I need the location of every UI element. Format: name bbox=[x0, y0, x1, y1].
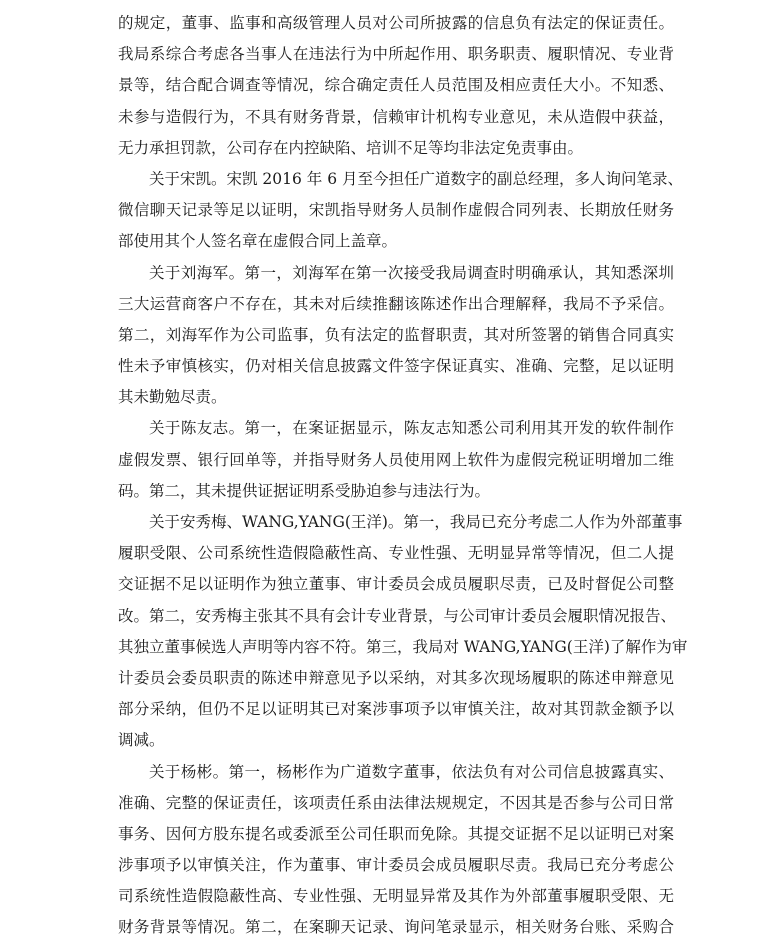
text-line: 码。第二，其未提供证据证明系受胁迫参与违法行为。 bbox=[118, 481, 491, 500]
text-line: 关于刘海军。第一，刘海军在第一次接受我局调查时明确承认，其知悉深圳 bbox=[149, 263, 674, 282]
text-line: 第二，刘海军作为公司监事，负有法定的监督职责，其对所签署的销售合同真实 bbox=[118, 325, 674, 344]
paragraph-p2 bbox=[118, 164, 684, 258]
text-line: 履职受限、公司系统性造假隐蔽性高、专业性强、无明显异常等情况，但二人提 bbox=[118, 544, 674, 563]
text-line: 准确、完整的保证责任，该项责任系由法律法规规定，不因其是否参与公司日常 bbox=[118, 793, 674, 812]
text-line: 部使用其个人签名章在虚假合同上盖章。 bbox=[118, 232, 398, 251]
document-page bbox=[118, 8, 688, 944]
text-line: 性未予审慎核实，仍对相关信息披露文件签字保证真实、准确、完整，足以证明 bbox=[118, 357, 674, 376]
text-line: 其独立董事候选人声明等内容不符。第三，我局对 WANG,YANG(王洋)了解作为审 bbox=[118, 637, 688, 656]
text-line: 的规定，董事、监事和高级管理人员对公司所披露的信息负有法定的保证责任。 bbox=[118, 14, 674, 32]
text-line: 三大运营商客户不存在，其未对后续推翻该陈述作出合理解释，我局不予采信。 bbox=[118, 294, 674, 313]
text-line: 微信聊天记录等足以证明，宋凯指导财务人员制作虚假合同列表、长期放任财务 bbox=[118, 201, 674, 220]
text-line: 关于宋凯。宋凯 2016 年 6 月至今担任广道数字的副总经理，多人询问笔录、 bbox=[149, 169, 684, 188]
text-line: 虚假发票、银行回单等，并指导财务人员使用网上软件为虚假完税证明增加二维 bbox=[118, 450, 674, 469]
text-line: 无力承担罚款，公司存在内控缺陷、培训不足等均非法定免责事由。 bbox=[118, 138, 584, 157]
paragraph-p1 bbox=[118, 8, 674, 164]
text-line: 部分采纳，但仍不足以证明其已对案涉事项予以审慎关注，故对其罚款金额予以 bbox=[118, 700, 674, 719]
text-line: 财务背景等情况。第二，在案聊天记录、询问笔录显示，相关财务台账、采购合 bbox=[118, 918, 674, 937]
text-line: 景等，结合配合调查等情况，综合确定责任人员范围及相应责任大小。不知悉、 bbox=[118, 76, 674, 95]
text-line: 改。第二，安秀梅主张其不具有会计专业背景，与公司审计委员会履职情况报告、 bbox=[118, 606, 677, 625]
text-line: 未参与造假行为，不具有财务背景，信赖审计机构专业意见，未从造假中获益， bbox=[118, 107, 674, 126]
text-line: 关于杨彬。第一，杨彬作为广道数字董事，依法负有对公司信息披露真实、 bbox=[149, 762, 674, 781]
paragraph-p3 bbox=[118, 258, 674, 414]
paragraph-p4 bbox=[118, 413, 674, 507]
text-line: 调减。 bbox=[118, 731, 165, 750]
text-line: 交证据不足以证明作为独立董事、审计委员会成员履职尽责，已及时督促公司整 bbox=[118, 575, 674, 594]
text-line: 计委员会委员职责的陈述申辩意见予以采纳，对其多次现场履职的陈述申辩意见 bbox=[118, 668, 674, 687]
text-line: 关于安秀梅、WANG,YANG(王洋)。第一，我局已充分考虑二人作为外部董事 bbox=[149, 513, 683, 531]
text-line: 我局系综合考虑各当事人在违法行为中所起作用、职务职责、履职情况、专业背 bbox=[118, 45, 674, 64]
text-line: 关于陈友志。第一，在案证据显示，陈友志知悉公司利用其开发的软件制作 bbox=[149, 419, 674, 438]
text-line: 其未勤勉尽责。 bbox=[118, 388, 227, 407]
text-line: 事务、因何方股东提名或委派至公司任职而免除。其提交证据不足以证明已对案 bbox=[118, 824, 674, 843]
paragraph-p5 bbox=[118, 507, 688, 757]
paragraph-p6 bbox=[118, 757, 674, 944]
text-line: 涉事项予以审慎关注，作为董事、审计委员会成员履职尽责。我局已充分考虑公 bbox=[118, 856, 674, 875]
text-line: 司系统性造假隐蔽性高、专业性强、无明显异常及其作为外部董事履职受限、无 bbox=[118, 887, 674, 906]
